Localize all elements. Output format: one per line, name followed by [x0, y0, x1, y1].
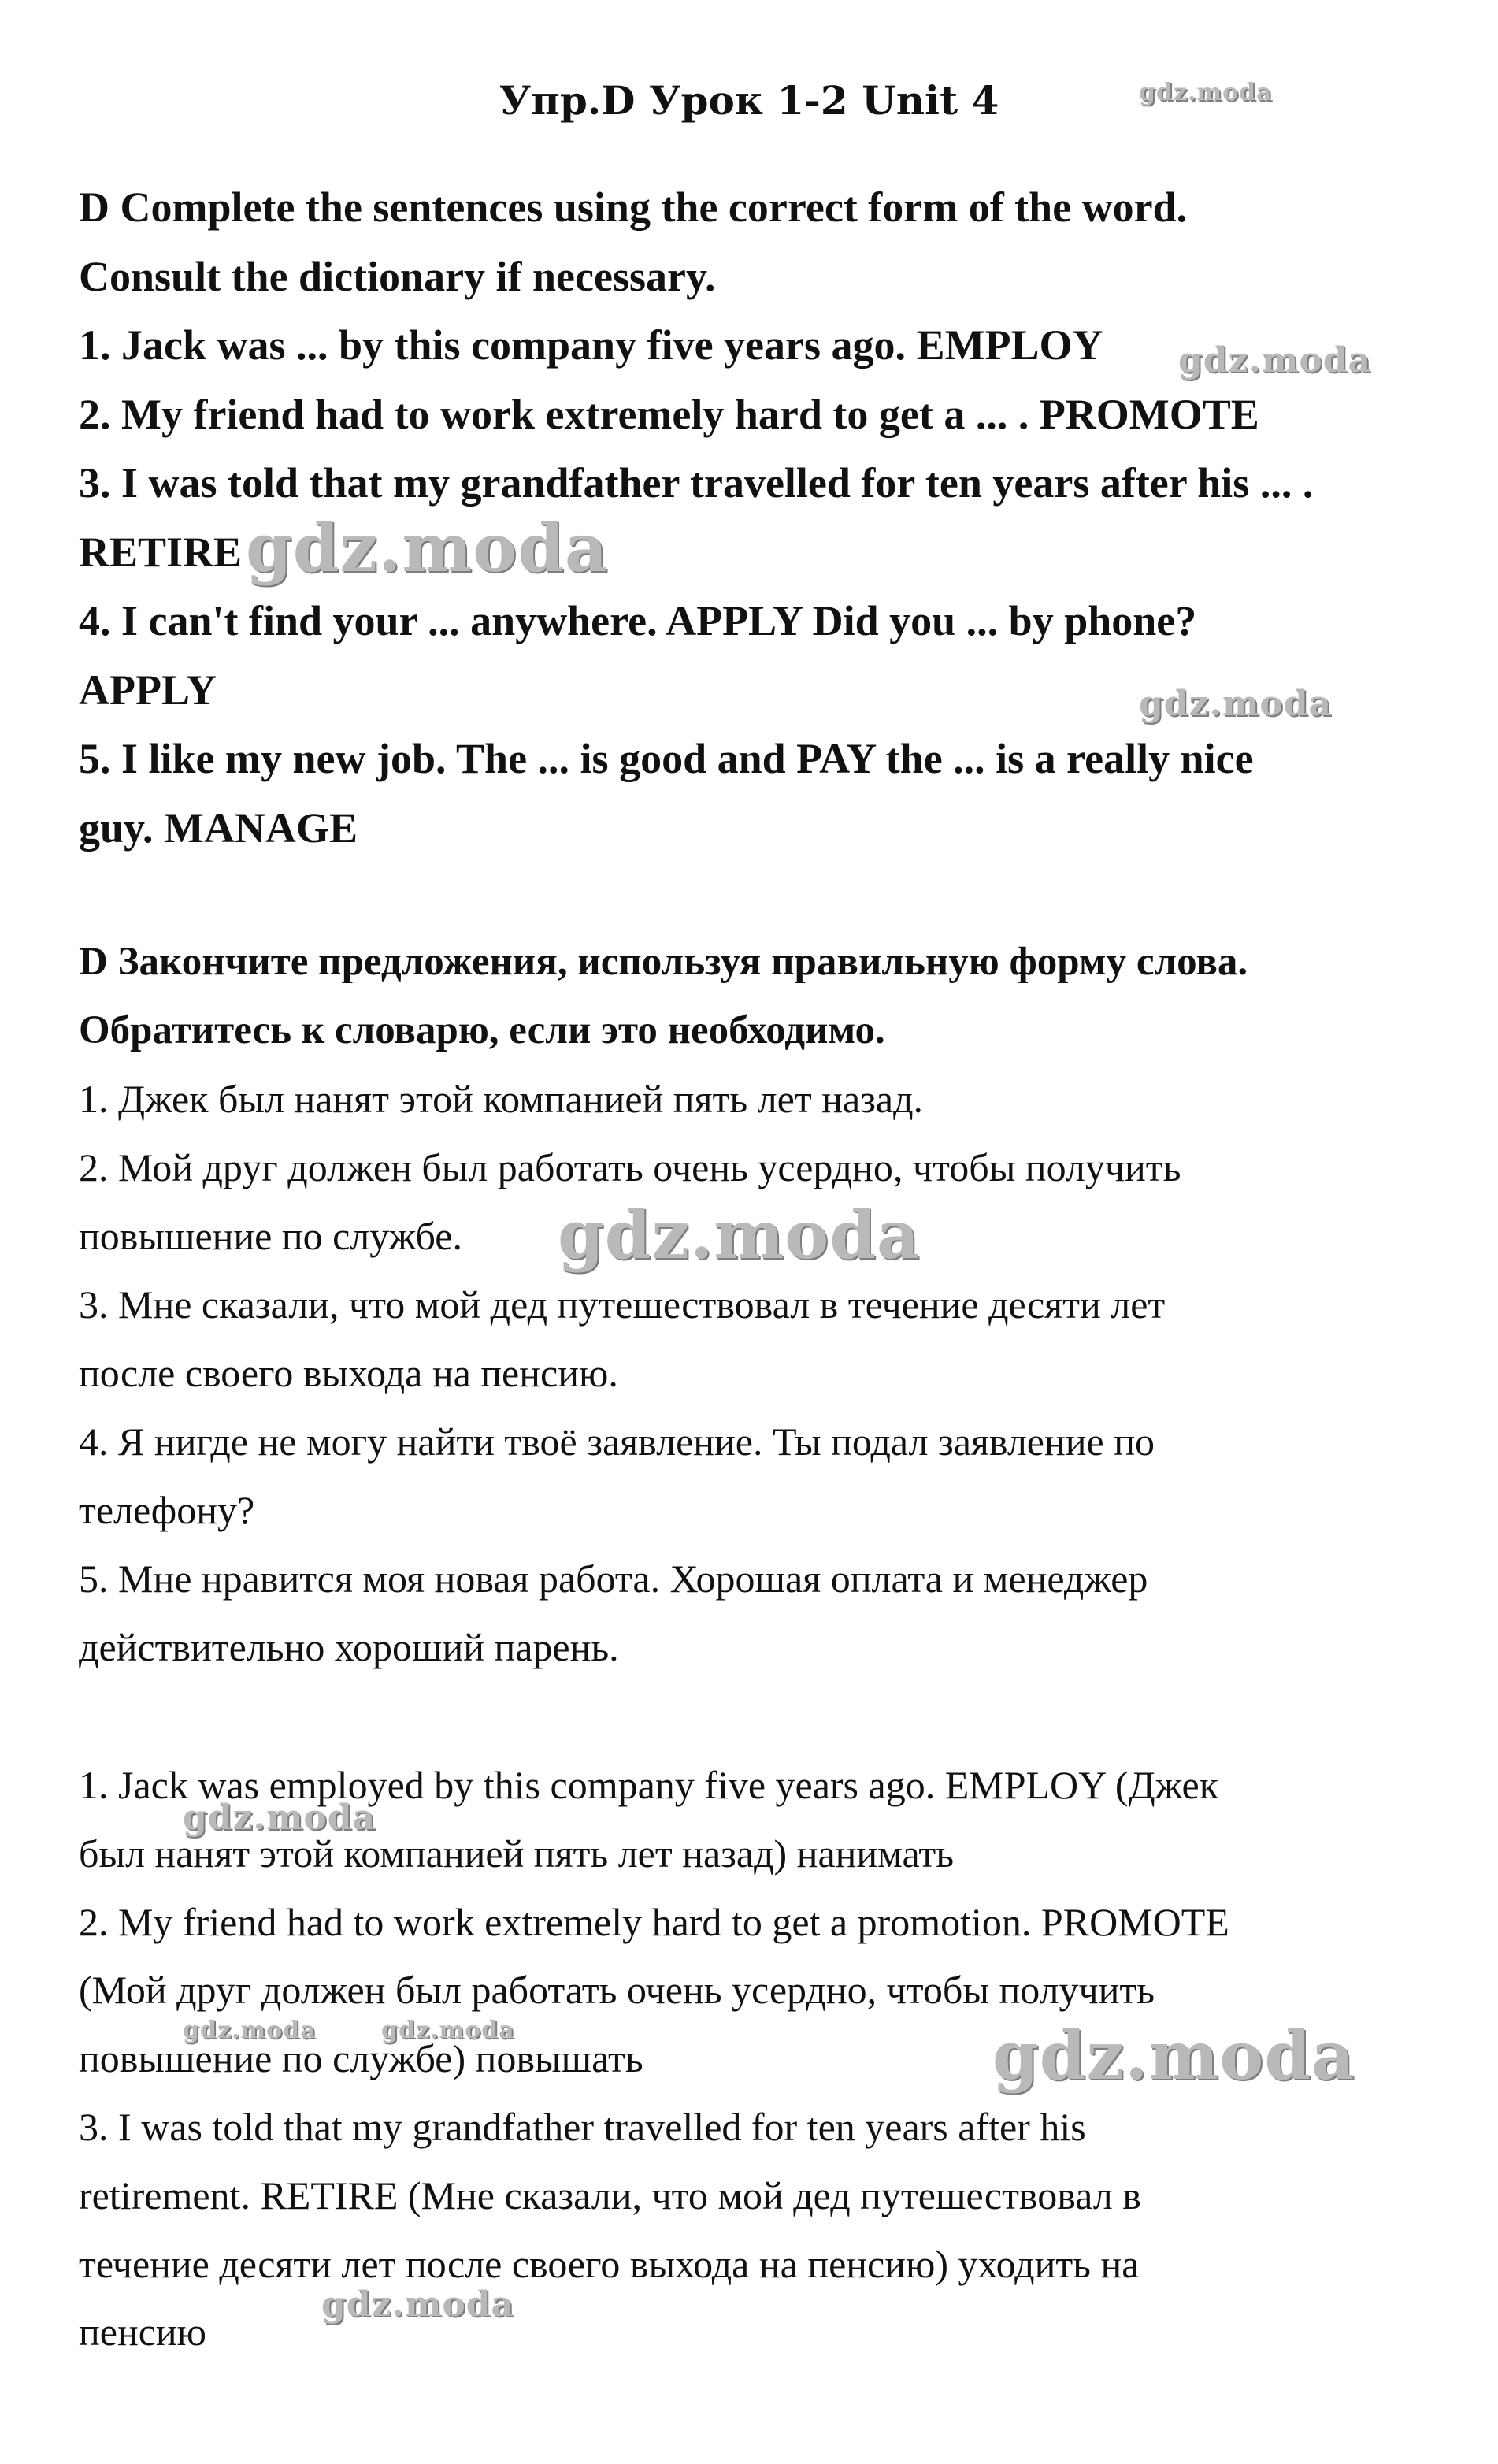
watermark: gdz.moda	[992, 2017, 1355, 2095]
answer-line: 3. I was told that my grandfather travelled for ten years after his	[79, 2104, 1086, 2149]
english-sentence-line: RETIRE	[79, 528, 243, 576]
watermark: gdz.moda	[1178, 340, 1372, 380]
watermark: gdz.moda	[558, 1196, 921, 1274]
english-sentence-line: 1. Jack was ... by this company five years ago. EMPLOY	[79, 321, 1103, 369]
russian-instruction-line: Обратитесь к словарю, если это необходимо.	[79, 1008, 885, 1052]
english-instruction-line: D Complete the sentences using the correct form of the word.	[79, 184, 1188, 231]
russian-sentence-line: повышение по службе.	[79, 1214, 462, 1258]
watermark: gdz.moda	[321, 2284, 515, 2325]
answer-line: retirement. RETIRE (Мне сказали, что мой дед путешествовал в	[79, 2173, 1141, 2217]
answer-line: 2. My friend had to work extremely hard to get a promotion. PROMOTE	[79, 1899, 1229, 1944]
watermark: gdz.moda	[1139, 684, 1333, 724]
watermark: gdz.moda	[381, 2017, 515, 2044]
russian-sentence-line: после своего выхода на пенсию.	[79, 1351, 618, 1395]
english-instruction-line: Consult the dictionary if necessary.	[79, 252, 716, 300]
watermark: gdz.moda	[183, 2017, 317, 2044]
answer-line: пенсию	[79, 2310, 207, 2355]
russian-sentence-line: 3. Мне сказали, что мой дед путешествовал в течение десяти лет	[79, 1282, 1166, 1327]
answer-line: был нанят этой компанией пять лет назад) нанимать	[79, 1831, 955, 1876]
russian-translation	[79, 928, 1433, 1682]
watermark: gdz.moda	[1139, 79, 1273, 106]
english-sentence-line: 4. I can't find your ... anywhere. APPLY Did you ... by phone?	[79, 597, 1197, 644]
russian-sentence-line: действительно хороший парень.	[79, 1625, 619, 1669]
page-title: Упр.D Урок 1-2 Unit 4	[499, 77, 999, 124]
russian-sentence-line: 4. Я нигде не могу найти твоё заявление. Ты подал заявление по	[79, 1419, 1155, 1464]
english-sentence-line: 3. I was told that my grandfather travelled for ten years after his ... .	[79, 459, 1314, 507]
answer-line: (Мой друг должен был работать очень усердно, чтобы получить	[79, 1968, 1155, 2013]
russian-instruction-line: D Закончите предложения, используя правильную форму слова.	[79, 940, 1248, 984]
watermark: gdz.moda	[183, 1798, 376, 1838]
answer-line: 1. Jack was employed by this company five years ago. EMPLOY (Джек	[79, 1763, 1219, 1807]
watermark: gdz.moda	[246, 509, 609, 587]
russian-sentence-line: 1. Джек был нанят этой компанией пять лет назад.	[79, 1077, 924, 1121]
answer-line: течение десяти лет после своего выхода на пенсию) уходить на	[79, 2241, 1140, 2286]
russian-sentence-line: 5. Мне нравится моя новая работа. Хорошая оплата и менеджер	[79, 1557, 1148, 1601]
english-sentence-line: APPLY	[79, 666, 217, 714]
russian-sentence-line: 2. Мой друг должен был работать очень усердно, чтобы получить	[79, 1145, 1181, 1189]
answer-line: повышение по службе) повышать	[79, 2036, 643, 2081]
english-sentence-line: guy. MANAGE	[79, 803, 358, 852]
english-sentence-line: 2. My friend had to work extremely hard to get a ... . PROMOTE	[79, 390, 1259, 438]
english-sentence-line: 5. I like my new job. The ... is good and PAY the ... is a really nice	[79, 735, 1254, 782]
russian-sentence-line: телефону?	[79, 1488, 255, 1532]
